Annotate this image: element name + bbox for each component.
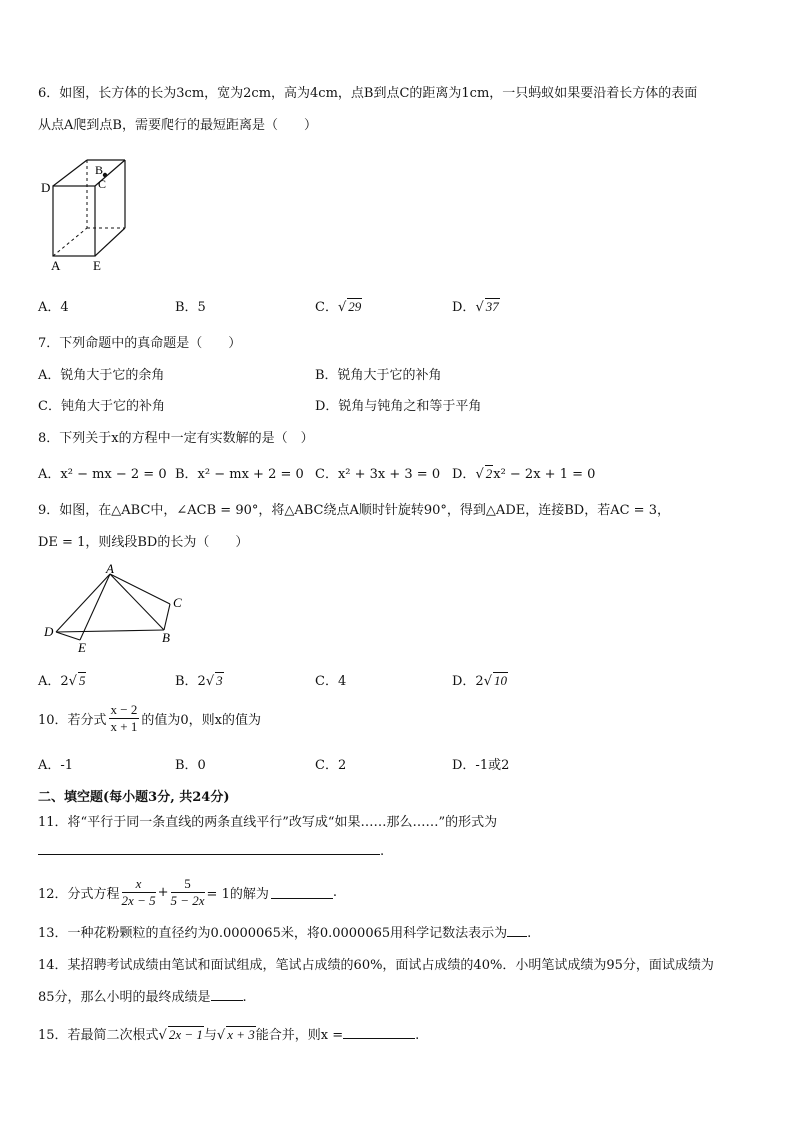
q13-stem: 13．一种花粉颗粒的直径约为0.0000065米，将0.0000065用科学记数法表示为 .	[38, 926, 532, 941]
q14-line1: 14．某招聘考试成绩由笔试和面试组成，笔试占成绩的60%，面试占成绩的40%．小明笔试成绩为95分，面试成绩为	[38, 958, 714, 973]
q6-line1: 6．如图，长方体的长为3cm，宽为2cm，高为4cm，点B到点C的距离为1cm，一只蚂蚁如果要沿着长方体的表面	[38, 86, 698, 101]
answer-blank[interactable]	[38, 842, 380, 855]
q9-line2: DE = 1，则线段BD的长为（ ）	[38, 535, 249, 550]
q6-line2: 从点A爬到点B，需要爬行的最短距离是（ ）	[38, 118, 317, 133]
q10-stem: 10．若分式 $\frac{x - 2}{x + 1}$ 的值为0，则x的值为	[38, 702, 261, 734]
cuboid-figure	[38, 152, 138, 274]
q8-option-b: B．x² − mx + 2 = 0	[175, 467, 304, 482]
triangle-figure	[38, 562, 198, 658]
q7-option-c: C．钝角大于它的补角	[38, 399, 165, 414]
q10-option-a: A．-1	[38, 758, 74, 773]
q11-answer-line: .	[38, 842, 384, 859]
q7-option-a: A．锐角大于它的余角	[38, 368, 165, 383]
label-B: B	[95, 163, 104, 177]
q11-stem: 11．将“平行于同一条直线的两条直线平行”改写成“如果……那么……”的形式为	[38, 815, 498, 830]
q7-option-b: B．锐角大于它的补角	[315, 368, 442, 383]
q9-option-c: C．4	[315, 674, 347, 689]
answer-blank[interactable]	[271, 886, 333, 899]
q14-line2: 85分，那么小明的最终成绩是 .	[38, 990, 247, 1005]
answer-blank[interactable]	[507, 924, 527, 937]
label-D: D	[44, 624, 54, 639]
q6-option-c: C．√ 29	[315, 299, 362, 315]
q9-option-b: B．2√ 3	[175, 673, 223, 689]
q8-option-a: A．x² − mx − 2 = 0	[38, 467, 167, 482]
q9-line1: 9．如图，在△ABC中，∠ACB = 90°，将△ABC绕点A顺时针旋转90°，得到△ADE，连接BD，若AC = 3，	[38, 503, 670, 518]
label-C: C	[98, 177, 107, 191]
label-C: C	[173, 595, 182, 610]
q6-option-b: B．5	[175, 300, 206, 315]
answer-blank[interactable]	[343, 1026, 415, 1039]
q9-option-a: A．2√ 5	[38, 673, 86, 689]
q7-option-d: D．锐角与钝角之和等于平角	[315, 399, 482, 414]
q12-stem: 12．分式方程 $\frac{x}{2x - 5}$ + $\frac{5}{5 - 2x}$ = 1的解为 .	[38, 876, 337, 908]
label-D: D	[41, 180, 51, 195]
q6-option-a: A．4	[38, 300, 69, 315]
q7-stem: 7．下列命题中的真命题是（ ）	[38, 336, 242, 351]
section-title: 二、填空题(每小题3分, 共24分)	[38, 790, 230, 805]
q10-option-d: D．-1或2	[452, 758, 510, 773]
q8-option-d: D．√ 2x² − 2x + 1 = 0	[452, 466, 596, 482]
q15-stem: 15．若最简二次根式√ 2x − 1与√ x + 3能合并，则x = .	[38, 1027, 420, 1043]
label-E: E	[93, 258, 101, 273]
q6-option-d: D．√ 37	[452, 299, 499, 315]
q8-option-c: C．x² + 3x + 3 = 0	[315, 467, 441, 482]
q10-option-b: B．0	[175, 758, 206, 773]
answer-blank[interactable]	[211, 988, 243, 1001]
q10-option-c: C．2	[315, 758, 347, 773]
label-B: B	[162, 630, 170, 645]
q9-option-d: D．2√ 10	[452, 673, 507, 689]
q8-stem: 8．下列关于x的方程中一定有实数解的是（ ）	[38, 431, 314, 446]
label-E: E	[78, 640, 86, 655]
label-A: A	[51, 258, 61, 273]
label-A: A	[106, 562, 114, 576]
